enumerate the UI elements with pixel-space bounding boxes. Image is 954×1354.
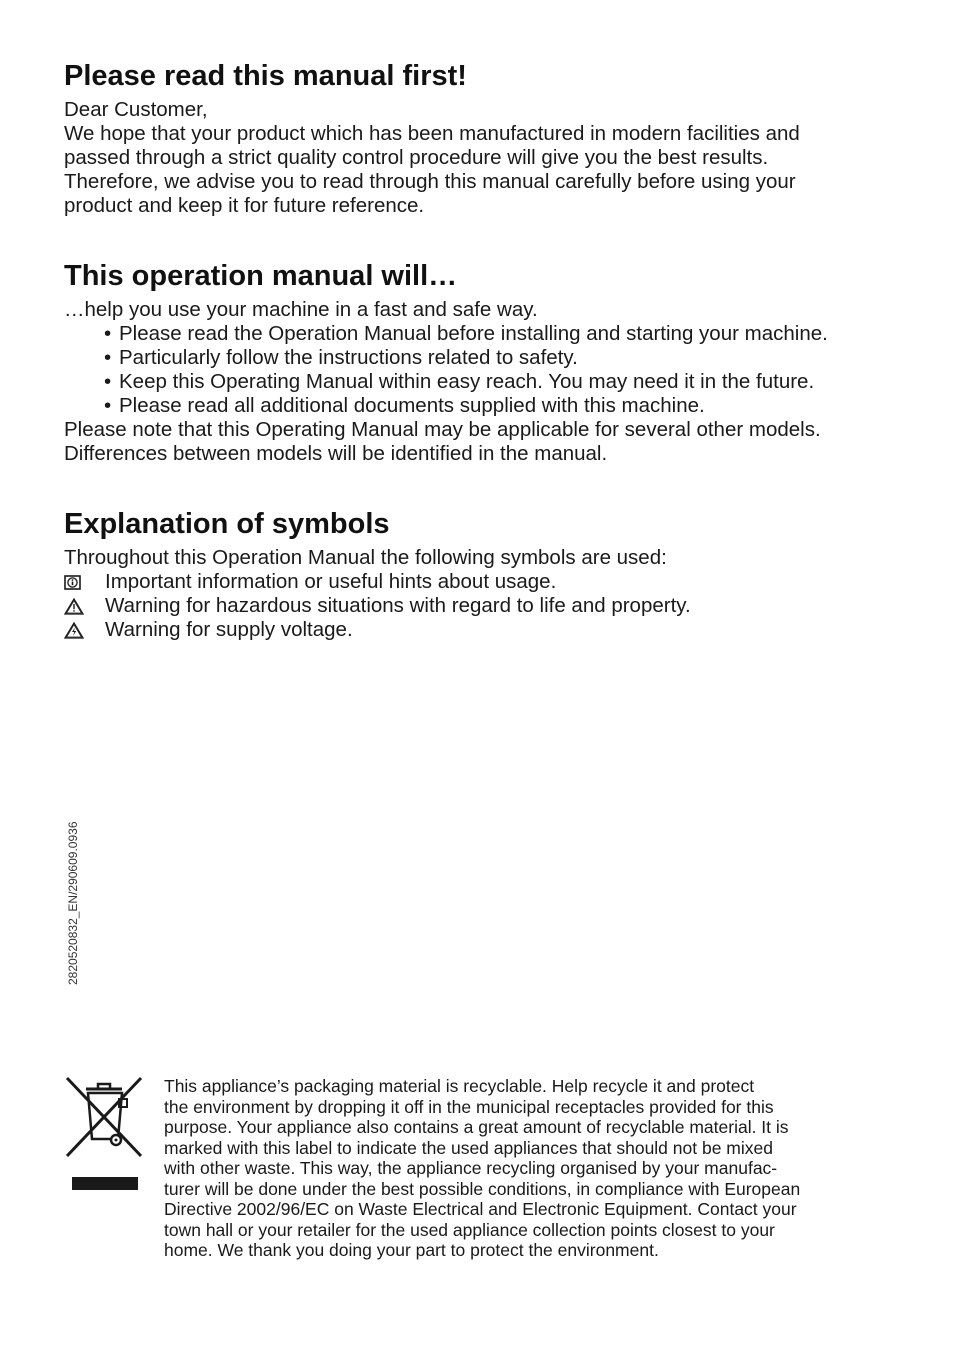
section-read-first: [64, 58, 894, 218]
recycling-line: town hall or your retailer for the used appliance collection points closest to your: [164, 1219, 775, 1240]
list-item-text: Keep this Operating Manual within easy reach. You may need it in the future.: [119, 370, 815, 393]
body-line: product and keep it for future reference.: [64, 194, 425, 217]
recycling-line: with other waste. This way, the appliance recycling organised by your manufac-: [164, 1158, 778, 1178]
voltage-warning-icon: [64, 622, 105, 639]
symbol-text: Warning for hazardous situations with regard to life and property.: [105, 594, 691, 617]
section-symbols: [64, 506, 894, 642]
recycling-line: turer will be done under the best possible conditions, in compliance with European: [164, 1178, 801, 1199]
symbol-row-info: [64, 570, 894, 594]
bullet-dot: •: [104, 346, 112, 369]
bullet-list: [64, 322, 894, 418]
crossed-out-wheelie-bin-icon: [64, 1075, 142, 1190]
body-line: passed through a strict quality control procedure will give you the best results.: [64, 146, 769, 169]
symbol-row-warning: [64, 594, 894, 618]
bullet-dot: •: [104, 322, 112, 345]
symbol-row-voltage: [64, 618, 894, 642]
body-line: We hope that your product which has been manufactured in modern facilities and: [64, 122, 800, 145]
warning-triangle-icon: [64, 598, 105, 615]
bullet-dot: •: [104, 370, 112, 393]
manual-page: [64, 58, 894, 682]
recycling-line: purpose. Your appliance also contains a great amount of recyclable material. It is: [164, 1117, 789, 1137]
note-line: Please note that this Operating Manual may be applicable for several other models.: [64, 418, 821, 441]
list-item-text: Particularly follow the instructions related to safety.: [119, 346, 578, 369]
document-code: 2820520832_EN/290609.0936: [66, 821, 80, 985]
intro-line: …help you use your machine in a fast and safe way.: [64, 298, 538, 321]
weee-bar: [72, 1177, 138, 1190]
recycling-line: Directive 2002/96/EC on Waste Electrical and Electronic Equipment. Contact your: [164, 1199, 797, 1219]
bullet-dot: •: [104, 394, 112, 417]
recycling-notice: [164, 1076, 892, 1261]
list-item-text: Please read all additional documents supplied with this machine.: [119, 394, 705, 417]
recycling-line: marked with this label to indicate the used appliances that should not be mixed: [164, 1137, 773, 1158]
recycling-line: the environment by dropping it off in the municipal receptacles provided for this: [164, 1096, 774, 1117]
body-line: Therefore, we advise you to read through this manual carefully before using your: [64, 170, 796, 193]
list-item: [104, 394, 894, 418]
intro-line: Throughout this Operation Manual the following symbols are used:: [64, 546, 667, 569]
recycling-line: home. We thank you doing your part to protect the environment.: [164, 1240, 659, 1260]
list-item: [104, 322, 894, 346]
list-item-text: Please read the Operation Manual before installing and starting your machine.: [119, 322, 828, 345]
symbol-text: Warning for supply voltage.: [105, 618, 353, 641]
symbol-text: Important information or useful hints about usage.: [105, 570, 557, 593]
body-line: Dear Customer,: [64, 98, 208, 121]
list-item: [104, 346, 894, 370]
heading-manual-will: This operation manual will…: [64, 260, 458, 292]
note-line: Differences between models will be identified in the manual.: [64, 442, 608, 465]
list-item: [104, 370, 894, 394]
info-icon: [64, 575, 105, 590]
section-manual-will: [64, 258, 894, 466]
heading-read-first: Please read this manual first!: [64, 60, 467, 92]
recycling-line: This appliance’s packaging material is recyclable. Help recycle it and protect: [164, 1076, 755, 1096]
heading-symbols: Explanation of symbols: [64, 508, 390, 540]
